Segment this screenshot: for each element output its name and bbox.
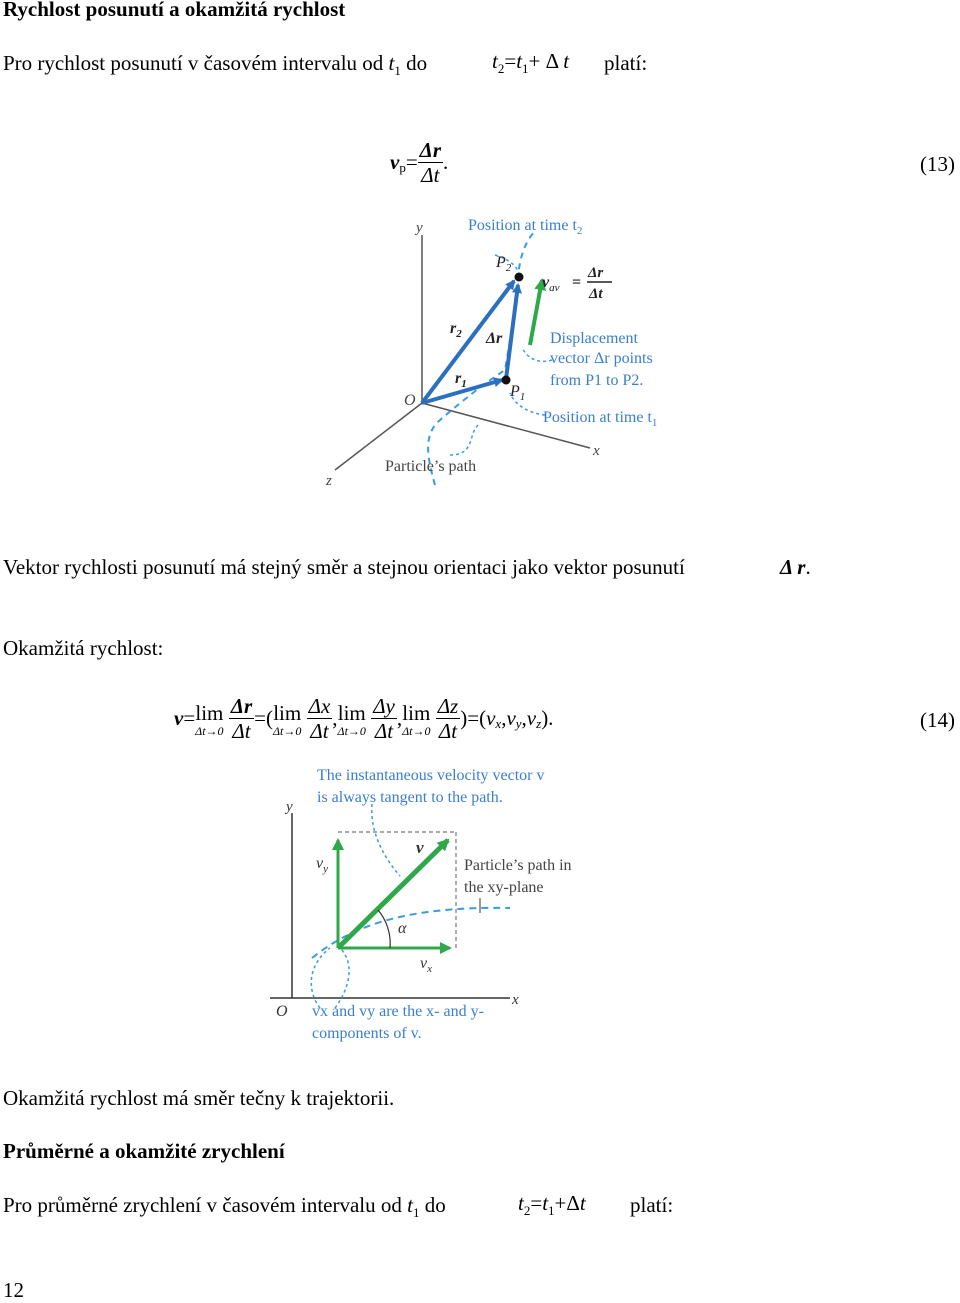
p1-label: $P_1$ bbox=[510, 383, 526, 403]
eq14-lim-y: lim Δt→0 bbox=[337, 700, 366, 738]
delta-r-symbol-text: Δ r bbox=[780, 555, 806, 579]
eq13-numerator: Δr bbox=[419, 138, 442, 162]
v-vector bbox=[338, 840, 448, 948]
eq14-frac-y: $\frac{\Delta y}{\Delta t}$ bbox=[373, 694, 395, 743]
t1-symbol: t bbox=[388, 51, 395, 75]
caption-line-1: The instantaneous velocity vector v bbox=[317, 767, 545, 784]
path-label-1: Particle’s path in bbox=[464, 857, 572, 874]
r1-label: $r_1$ bbox=[455, 370, 467, 390]
fig2-x-label: x bbox=[512, 992, 519, 1008]
particle-path-label: Particle’s path bbox=[385, 458, 477, 475]
alpha-label: α bbox=[398, 920, 407, 937]
paragraph-intro bbox=[3, 51, 427, 76]
do-word: do bbox=[406, 51, 428, 75]
accel-plati: platí: bbox=[630, 1193, 674, 1217]
equation-14: v= lim Δt→0 $\frac{\Delta r}{\Delta t}$ =( lim Δt→0 $\frac{\Delta x}{\Delta t}$ , lim Δt→0 $\frac{\Delta y}{\Delta t}$ , lim Δt→0 $\frac{\Delta z}{\Delta t}$ )$=(v_x,v_y,v_z)$. bbox=[174, 694, 554, 743]
instantaneous-velocity-heading: Okamžitá rychlost: bbox=[3, 636, 164, 660]
displacement-label-1: Displacement bbox=[550, 330, 638, 347]
vy-label: $v_y$ bbox=[316, 855, 328, 875]
delta-r-dot: . bbox=[805, 555, 811, 579]
particle-path bbox=[428, 230, 536, 485]
page-number: 12 bbox=[3, 1278, 24, 1302]
accel-text: Pro průměrné zrychlení v časovém intervalu od bbox=[3, 1193, 402, 1217]
svg-text:Δt: Δt bbox=[589, 286, 603, 302]
position-t2-label: Position at time $t_2$ bbox=[468, 217, 583, 237]
eq14-lim-x: lim Δt→0 bbox=[273, 700, 302, 738]
accel-t1-sub: 1 bbox=[412, 1205, 420, 1220]
z-axis-label: z bbox=[326, 473, 332, 489]
intro-text: Pro rychlost posunutí v časovém intervalu od bbox=[3, 51, 384, 75]
delta-r-vector bbox=[506, 285, 518, 379]
equation-13: $v_p=$ $\frac{\Delta r}{\Delta t}$ . bbox=[390, 138, 449, 187]
displacement-label-2: vector Δr points bbox=[550, 350, 653, 367]
displacement-label-3: from P1 to P2. bbox=[550, 372, 644, 389]
equation-13-number: (13) bbox=[920, 152, 955, 176]
leader-displacement bbox=[522, 347, 552, 361]
svg-text:Δr: Δr bbox=[588, 265, 604, 281]
section-heading: Rychlost posunutí a okamžitá rychlost bbox=[3, 0, 346, 21]
leader-path bbox=[450, 425, 478, 455]
delta-r-label: Δr bbox=[486, 330, 503, 347]
path-label-2: the xy-plane bbox=[464, 879, 544, 896]
accel-do: do bbox=[424, 1193, 446, 1217]
eq14-lim-z: lim Δt→0 bbox=[402, 700, 431, 738]
eq14-lim-1: lim Δt→0 bbox=[195, 700, 224, 738]
tangent-statement: Okamžitá rychlost má směr tečny k trajektorii. bbox=[3, 1086, 395, 1110]
vav-formula bbox=[542, 265, 612, 302]
eq14-frac-r: $\frac{\Delta r}{\Delta t}$ bbox=[230, 694, 253, 743]
components-label-1: vx and vy are the x- and y- bbox=[312, 1003, 484, 1020]
position-vector-figure bbox=[300, 205, 700, 505]
vx-label: $v_x$ bbox=[420, 955, 432, 975]
eq13-dot: . bbox=[443, 150, 449, 174]
t2-expression: $t_2=t_1+ \Delta$ t bbox=[492, 49, 570, 76]
accel-t2-expression: $t_2=t_1+\Delta t$ bbox=[518, 1191, 586, 1218]
svg-text:=: = bbox=[572, 274, 582, 291]
caption-leader bbox=[372, 804, 400, 876]
fig2-y-label: y bbox=[286, 799, 293, 815]
eq13-fraction bbox=[418, 138, 443, 187]
vav-vector bbox=[530, 280, 542, 345]
eq13-lhs-sub: p bbox=[399, 159, 406, 175]
comp-leader-2 bbox=[335, 948, 349, 1008]
p2-label: $P_2$ bbox=[496, 254, 512, 274]
eq14-frac-z: $\frac{\Delta z}{\Delta t}$ bbox=[437, 694, 459, 743]
p2-point bbox=[515, 273, 524, 282]
components-label-2: components of v. bbox=[312, 1025, 422, 1042]
alpha-arc bbox=[378, 910, 390, 948]
delta-r-symbol bbox=[780, 555, 811, 580]
origin-label: O bbox=[404, 392, 416, 409]
eq13-denominator: Δt bbox=[421, 163, 440, 187]
fig2-origin: O bbox=[276, 1003, 288, 1020]
eq14-v: v bbox=[174, 706, 184, 730]
r2-label: $r_2$ bbox=[450, 320, 462, 340]
x-axis-label: x bbox=[593, 443, 600, 459]
svg-text:vav: $v_{av}$ bbox=[542, 274, 560, 294]
accel-t1: t bbox=[407, 1193, 413, 1217]
t1-subscript: 1 bbox=[394, 63, 401, 78]
eq14-frac-x: $\frac{\Delta x}{\Delta t}$ bbox=[308, 694, 331, 743]
velocity-components-figure bbox=[260, 758, 600, 1048]
y-axis-label: y bbox=[416, 220, 423, 236]
paragraph-acceleration bbox=[3, 1193, 446, 1218]
position-t1-label: Position at time $t_1$ bbox=[543, 409, 658, 429]
equation-14-number: (14) bbox=[920, 708, 955, 732]
v-label: v bbox=[416, 838, 424, 857]
acceleration-heading: Průměrné a okamžité zrychlení bbox=[3, 1139, 285, 1163]
eq13-lhs: v bbox=[390, 150, 400, 174]
paragraph-direction: Vektor rychlosti posunutí má stejný směr a stejnou orientaci jako vektor posunutí bbox=[3, 555, 685, 579]
caption-line-2: is always tangent to the path. bbox=[317, 789, 503, 806]
eq14-eq: = bbox=[183, 706, 196, 730]
plati-word: platí: bbox=[604, 51, 648, 75]
